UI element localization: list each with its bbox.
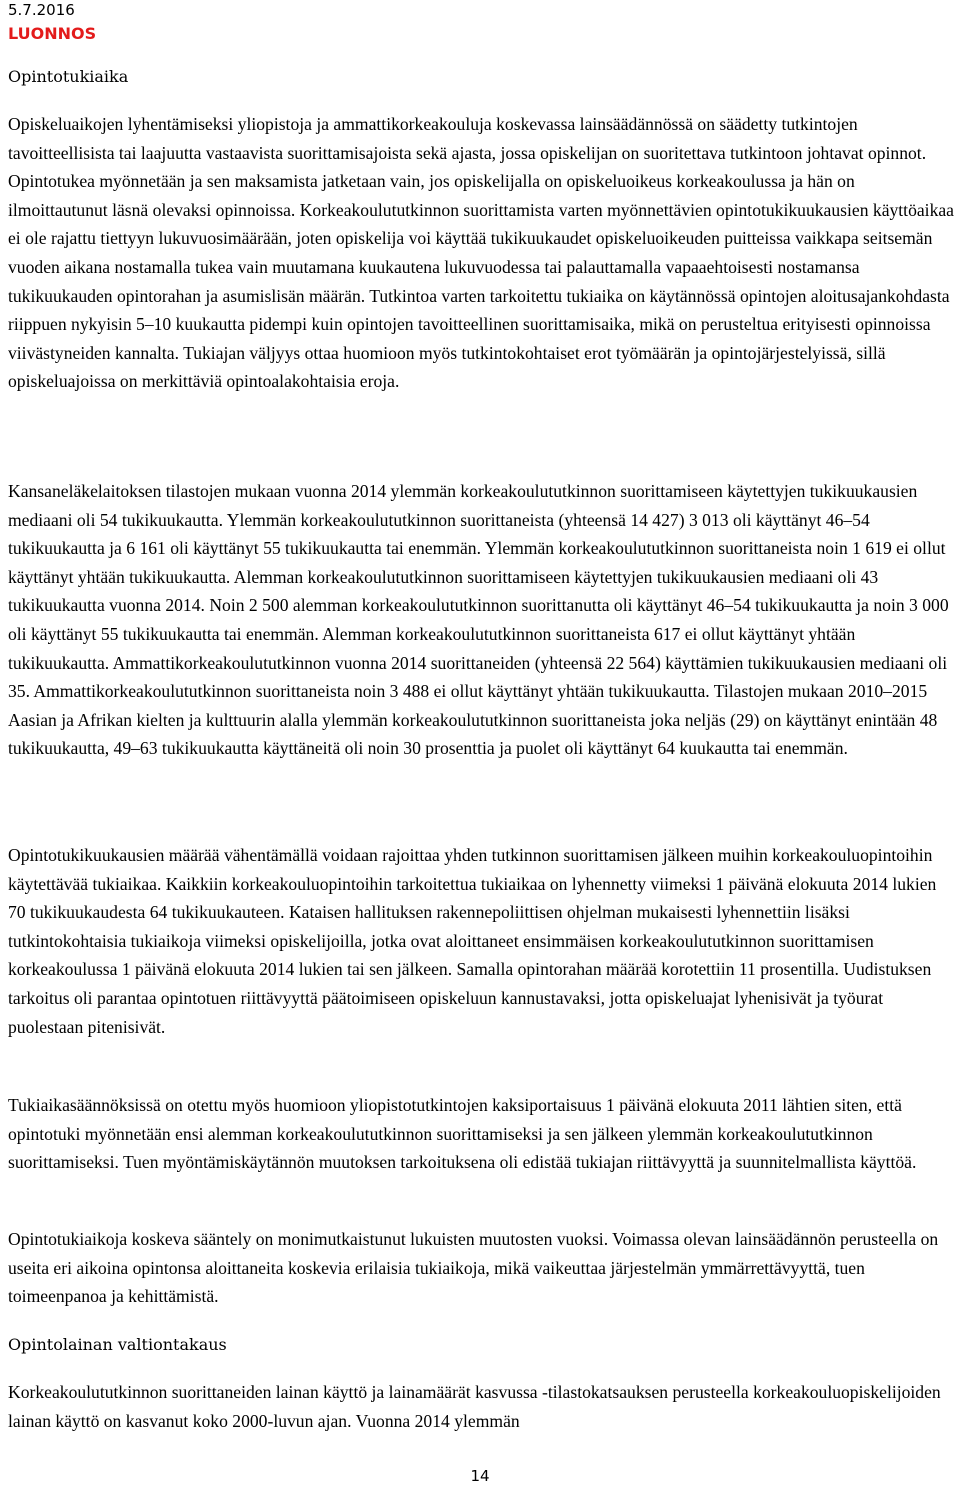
draft-label: LUONNOS [8,24,97,43]
paragraph: Opintotukikuukausien määrää vähentämällä voidaan rajoittaa yhden tutkinnon suorittamisen jälkeen muihin korkeakouluopintoihin käytettävää tukiaikaa. Kaikkiin korkeakouluopintoihin tarkoitettua tukiaikaa on lyhennetty viimeksi 1 päivänä elokuuta 2014 lukien 70 tukikuukaudesta 64 tukikuukauteen. Kataisen hallituksen rakennepoliittisen ohjelman mukaisesti lyhennettiin lisäksi tutkintokohtaisia tukiaikoja viimeksi opiskelijoilla, jotka ovat aloittaneet ensimmäisen korkeakoulututkinnon suorittamisen korkeakoulussa 1 päivänä elokuuta 2014 lukien tai sen jälkeen. Samalla opintorahan määrää korotettiin 11 prosentilla. Uudistuksen tarkoitus oli parantaa opintotuen riittävyyttä päätoimiseen opiskeluun kannustavaksi, jotta opiskeluajat lyhenisivät ja työurat puolestaan pitenisivät. [8,845,937,1037]
paragraph: Kansaneläkelaitoksen tilastojen mukaan vuonna 2014 ylemmän korkeakoulututkinnon suorittamiseen käytettyjen tukikuukausien mediaani oli 54 tukikuukautta. Ylemmän korkeakoulututkinnon suorittaneista (yhteensä 14 427) 3 013 oli käyttänyt 46–54 tukikuukautta ja 6 161 oli käyttänyt 55 tukikuukautta tai enemmän. Ylemmän korkeakoulututkinnon suorittaneista noin 1 619 ei ollut käyttänyt yhtään tukikuukautta. Alemman korkeakoulututkinnon suorittamiseen käytettyjen tukikuukausien mediaani oli 43 tukikuukautta vuonna 2014. Noin 2 500 alemman korkeakoulututkinnon suorittanutta oli käyttänyt 46–54 tukikuukautta ja noin 3 000 oli käyttänyt 55 tukikuukautta tai enemmän. Alemman korkeakoulututkinnon suorittaneista 617 ei ollut käyttänyt yhtään tukikuukautta. Ammattikorkeakoulututkinnon vuonna 2014 suorittaneiden (yhteensä 22 564) käyttämien tukikuukausien mediaani oli 35. Ammattikorkeakoulututkinnon suorittaneista noin 3 488 ei ollut käyttänyt yhtään tukikuukautta. Tilastojen mukaan 2010–2015 Aasian ja Afrikan kielten ja kulttuurin alalla ylemmän korkeakoulututkinnon suorittaneista joka neljäs (29) on käyttänyt enintään 48 tukikuukautta, 49–63 tukikuukautta käyttäneitä oli noin 30 prosenttia ja puolet oli käyttänyt 64 kuukautta tai enemmän. [8,481,949,759]
paragraph: Tukiaikasäännöksissä on otettu myös huomioon yliopistotutkintojen kaksiportaisuus 1 päivänä elokuuta 2011 lähtien siten, että opintotuki myönnetään ensi alemman korkeakoulututkinnon suorittamiseksi ja sen jälkeen ylemmän korkeakoulututkinnon suorittamiseksi. Tuen myöntämiskäytännön muutoksen tarkoituksena oli edistää tukiajan riittävyyttä ja suunnitelmallista käyttöä. [8,1095,917,1173]
document-date: 5.7.2016 [8,1,75,19]
section-heading-opintotukiaika: Opintotukiaika [8,67,129,86]
paragraph: Opiskeluaikojen lyhentämiseksi yliopistoja ja ammattikorkeakouluja koskevassa lainsäädännössä on säädetty tutkintojen tavoitteellisista tai laajuutta vastaavista suorittamisajoista sekä ajasta, jossa opiskelijan on suoritettava tutkintoon johtavat opinnot. Opintotukea myönnetään ja sen maksamista jatketaan vain, jos opiskelijalla on opiskeluoikeus korkeakoulussa ja hän on ilmoittautunut läsnä olevaksi opinnoissa. Korkeakoulututkinnon suorittamista varten myönnettävien opintotukikuukausien käyttöaikaa ei ole rajattu tiettyyn lukuvuosimäärään, joten opiskelija voi käyttää tukikuukaudet opiskeluoikeuden puitteissa vaikkapa seitsemän vuoden aikana nostamalla tukea vain muutamana kuukautena lukuvuodessa tai palauttamalla vapaaehtoisesti nostamansa tukikuukauden opintorahan ja asumislisän määrän. Tutkintoa varten tarkoitettu tukiaika on käytännössä opintojen aloitusajankohdasta riippuen nykyisin 5–10 kuukautta pidempi kuin opintojen tavoitteellinen suorittamisaika, mikä on perusteltua erityisesti opinnoissa viivästyneiden kannalta. Tukiajan väljyys ottaa huomioon myös tutkintokohtaiset erot työmäärän ja opintojärjestelyissä, sillä opiskeluajoissa on merkittäviä opintoalakohtaisia eroja. [8,114,954,392]
page-number: 14 [470,1467,490,1485]
paragraph: Opintotukiaikoja koskeva sääntely on monimutkaistunut lukuisten muutosten vuoksi. Voimassa olevan lainsäädännön perusteella on useita eri aikoina opintonsa aloittaneita koskevia erilaisia tukiaikoja, mikä vaikeuttaa järjestelmän ymmärrettävyyttä, tuen toimeenpanoa ja kehittämistä. [8,1229,939,1307]
section-heading-opintolainan-valtiontakaus: Opintolainan valtiontakaus [8,1335,227,1354]
paragraph: Korkeakoulututkinnon suorittaneiden lainan käyttö ja lainamäärät kasvussa -tilastokatsauksen perusteella korkeakouluopiskelijoiden lainan käyttö on kasvanut koko 2000-luvun ajan. Vuonna 2014 ylemmän [8,1382,941,1431]
